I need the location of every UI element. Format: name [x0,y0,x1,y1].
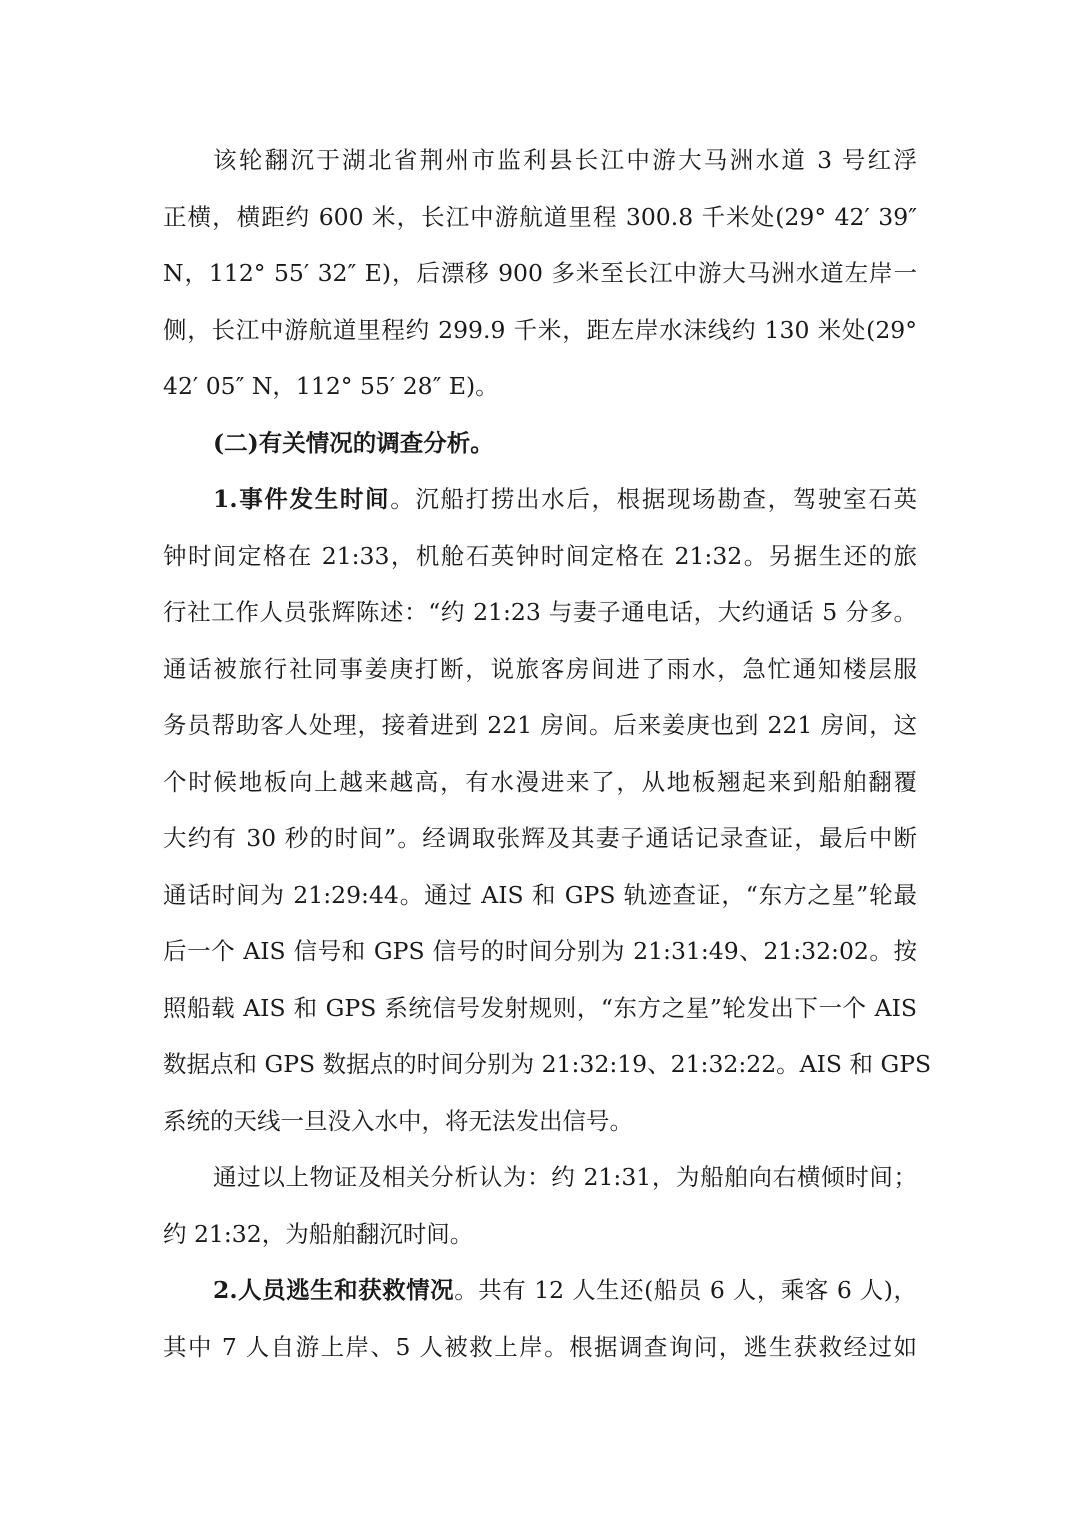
line-text: 该轮翻沉于湖北省荆州市监利县长江中游大马洲水道 3 号红浮 [213,146,917,174]
text-line [163,1206,917,1263]
line-text: 正横，横距约 600 米，长江中游航道里程 300.8 千米处(29° 42′ 39″ [163,202,917,231]
bold-heading: (二)有关情况的调查分析。 [213,428,494,457]
line-text: 其中 7 人自游上岸、5 人被救上岸。根据调查询问，逃生获救经过如 [163,1332,917,1361]
document-body [163,132,932,1375]
text-line [163,923,917,980]
line-text: 42′ 05″ N，112° 55′ 28″ E)。 [163,372,499,400]
line-text: 照船载 AIS 和 GPS 系统信号发射规则，“东方之星”轮发出下一个 AIS [163,993,917,1022]
line-text: 约 21:32，为船舶翻沉时间。 [163,1219,474,1248]
line-text: 通话被旅行社同事姜庚打断，说旅客房间进了雨水，急忙通知楼层服 [163,654,917,683]
text-line [163,1319,917,1376]
text-line [163,471,917,528]
line-text: 钟时间定格在 21:33，机舱石英钟时间定格在 21:32。另据生还的旅 [163,541,917,570]
text-line [163,810,917,867]
text-line [163,302,917,359]
bold-heading: 1.事件发生时间 [213,485,391,513]
text-line [163,132,917,189]
text-line [163,980,917,1037]
line-text: 大约有 30 秒的时间”。经调取张辉及其妻子通话记录查证，最后中断 [163,824,917,852]
line-text: 后一个 AIS 信号和 GPS 信号的时间分别为 21:31:49、21:32:02。按 [163,937,917,965]
text-line [163,528,917,585]
text-line [163,1262,917,1319]
text-line [163,584,917,641]
text-line [163,867,917,924]
line-text: N，112° 55′ 32″ E)，后漂移 900 多米至长江中游大马洲水道左岸一 [163,259,917,287]
line-text: 侧，长江中游航道里程约 299.9 千米，距左岸水沫线约 130 米处(29° [163,315,917,344]
line-text: 数据点和 GPS 数据点的时间分别为 21:32:19、21:32:22。AIS 和 GPS [163,1050,932,1078]
bold-heading: 2.人员逃生和获救情况 [213,1276,455,1304]
text-line [163,1093,917,1150]
text-line [163,697,917,754]
line-text: 。沉船打捞出水后，根据现场勘查，驾驶室石英 [390,485,917,513]
line-text: 通话时间为 21:29:44。通过 AIS 和 GPS 轨迹查证，“东方之星”轮最 [163,880,917,909]
line-text: 个时候地板向上越来越高，有水漫进来了，从地板翘起来到船舶翻覆 [163,767,917,796]
line-text: 通过以上物证及相关分析认为：约 21:31，为船舶向右横倾时间； [213,1163,917,1191]
text-line [163,1036,932,1093]
text-line [163,415,917,472]
text-line [163,245,917,302]
line-text: 务员帮助客人处理，接着进到 221 房间。后来姜庚也到 221 房间，这 [163,711,917,739]
text-line [163,189,917,246]
text-line [163,1149,917,1206]
line-text: 系统的天线一旦没入水中，将无法发出信号。 [163,1106,633,1135]
line-text: 行社工作人员张辉陈述：“约 21:23 与妻子通电话，大约通话 5 分多。 [163,598,917,626]
text-line [163,358,917,415]
text-line [163,641,917,698]
line-text: 。共有 12 人生还(船员 6 人，乘客 6 人)， [454,1276,917,1304]
text-line [163,754,917,811]
